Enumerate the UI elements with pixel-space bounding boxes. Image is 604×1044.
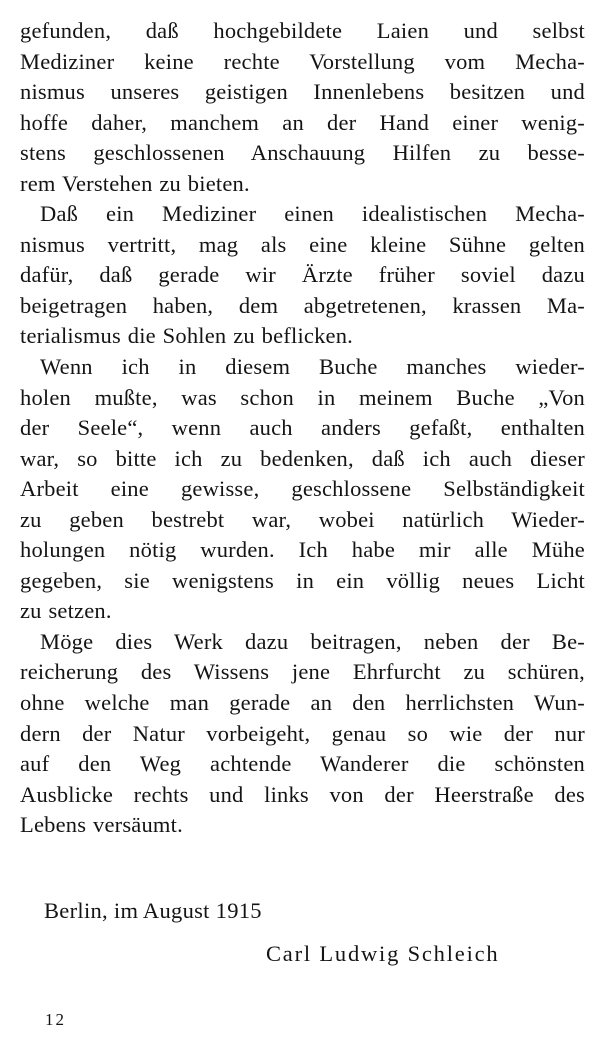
text-line: rem Verstehen zu bieten. [20, 170, 250, 196]
text-line: Mediziner keine rechte Vorstellung vom Mecha- [20, 48, 585, 74]
text-line: stens geschlossenen Anschauung Hilfen zu besse- [20, 140, 585, 166]
text-line: Möge dies Werk dazu beitragen, neben der Be- [40, 628, 585, 654]
text-line: war, so bitte ich zu bedenken, daß ich auch dieser [20, 445, 585, 471]
text-line: Arbeit eine gewisse, geschlossene Selbständigkeit [20, 476, 585, 502]
place-date-line: Berlin, im August 1915 [44, 898, 262, 923]
author-signature: Carl Ludwig Schleich [266, 941, 500, 966]
text-line: gegeben, sie wenigstens in ein völlig neues Licht [20, 567, 585, 593]
text-line: ohne welche man gerade an den herrlichsten Wun- [20, 690, 585, 716]
text-line: holungen nötig wurden. Ich habe mir alle Mühe [20, 537, 585, 563]
page-number: 12 [45, 1010, 66, 1029]
text-line: nismus unseres geistigen Innenlebens besitzen und [20, 79, 585, 105]
text-line: zu setzen. [20, 598, 112, 624]
text-line: gefunden, daß hochgebildete Laien und selbst [20, 18, 585, 43]
text-line: Ausblicke rechts und links von der Heerstraße des [20, 781, 585, 807]
text-line: dafür, daß gerade wir Ärzte früher soviel dazu [20, 262, 585, 288]
text-line: zu geben bestrebt war, wobei natürlich Wieder- [20, 506, 585, 532]
text-line: Lebens versäumt. [20, 812, 183, 838]
text-line: nismus vertritt, mag als eine kleine Sühne gelten [20, 231, 585, 257]
text-line: hoffe daher, manchem an der Hand einer wenig- [20, 109, 585, 135]
text-line: reicherung des Wissens jene Ehrfurcht zu schüren, [20, 659, 585, 685]
body-text [20, 16, 585, 841]
text-line: der Seele“, wenn auch anders gefaßt, enthalten [20, 415, 585, 441]
text-line: terialismus die Sohlen zu beflicken. [20, 323, 353, 349]
text-line: Daß ein Mediziner einen idealistischen Mecha- [40, 201, 585, 227]
text-line: auf den Weg achtende Wanderer die schönsten [20, 751, 585, 777]
text-line: dern der Natur vorbeigeht, genau so wie der nur [20, 720, 585, 746]
text-line: Wenn ich in diesem Buche manches wieder- [40, 354, 585, 380]
text-line: holen mußte, was schon in meinem Buche „Von [20, 384, 585, 410]
text-line: beigetragen haben, dem abgetretenen, krassen Ma- [20, 292, 585, 318]
